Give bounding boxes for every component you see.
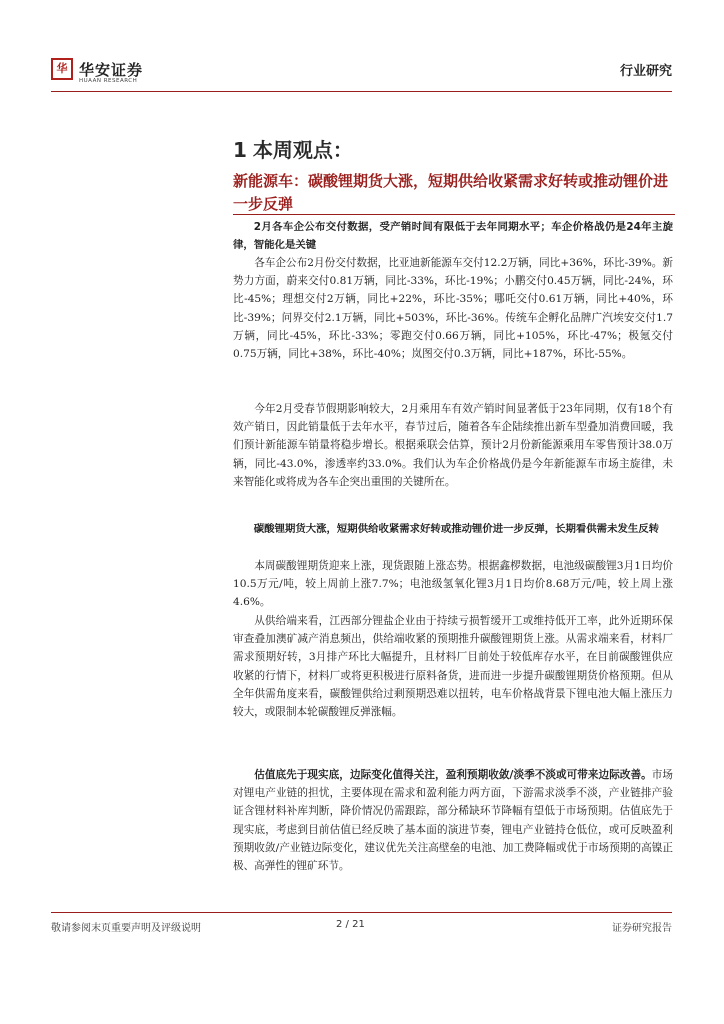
- section-title: 本周观点：: [252, 138, 353, 162]
- paragraph-market-outlook: 今年2月受春节假期影响较大，2月乘用车有效产销时间显著低于23年同期，仅有18个有效产销日，因此销量低于去年水平，春节过后，随着各车企陆续推出新车型叠加消费回暖，我们预计新能源车销量将稳步增长。根据乘联会估算，预计2月份新能源乘用车零售预计38.0万辆，同比-43.0%，渗透率约33.0%。我们认为车企价格战仍是今年新能源车市场主旋律，未来智能化或将成为各车企突出重围的关键所在。: [233, 403, 673, 488]
- paragraph-highlight-1: 2月各车企公布交付数据，受产销时间有限低于去年同期水平；车企价格战仍是24年主旋律，智能化是关键: [233, 221, 673, 252]
- logo-mark-icon: 华: [51, 58, 73, 80]
- subsection-heading: 新能源车：碳酸锂期货大涨，短期供给收紧需求好转或推动锂价进一步反弹: [233, 172, 669, 213]
- paragraph-supply-demand: 从供给端来看，江西部分锂盐企业由于持续亏损暂缓开工或维持低开工率，此外近期环保审查叠加澳矿减产消息频出，供给端收紧的预期推升碳酸锂期货上涨。从需求端来看，材料厂需求预期好转，3月排产环比大幅提升，且材料厂目前处于较低库存水平，在目前碳酸锂供应收紧的行情下，材料厂或将更积极进行原料备货，进而进一步提升碳酸锂期货价格预期。但从全年供需角度来看，碳酸锂供给过剩预期恐难以扭转，电车价格战背景下锂电池大幅上涨压力较大，或限制本轮碳酸锂反弹涨幅。: [233, 615, 673, 719]
- header-divider: [51, 91, 672, 92]
- report-type: 证券研究报告: [612, 923, 672, 934]
- footer-divider: [51, 912, 672, 913]
- subheading-divider: [233, 214, 675, 215]
- report-section-label: 行业研究: [619, 64, 672, 79]
- section-heading: [233, 134, 353, 163]
- logo-text-en: HUAAN RESEARCH: [79, 78, 138, 84]
- company-logo: [51, 58, 161, 90]
- paragraph-highlight-2: 碳酸锂期货大涨，短期供给收紧需求好转或推动锂价进一步反弹，长期看供需未发生反转: [253, 523, 660, 535]
- paragraph-deliveries: 各车企公布2月份交付数据，比亚迪新能源车交付12.2万辆，同比+36%，环比-39%。新势力方面，蔚来交付0.81万辆，同比-33%，环比-19%；小鹏交付0.45万辆，同比-24%，环比-45%；理想交付2万辆，同比+22%，环比-35%；哪吒交付0.61万辆，同比+40%，环比-39%；问界交付2.1万辆，同比+503%，环比-36%。传统车企孵化品牌广汽埃安交付1.7万辆，同比-45%，环比-33%；零跑交付0.66万辆，同比+105%，环比-47%；极氪交付0.75万辆，同比+38%，环比-40%；岚图交付0.3万辆，同比+187%，环比-55%。: [233, 257, 673, 361]
- paragraph-valuation: [233, 766, 673, 875]
- valuation-body: 市场对锂电产业链的担忧，主要体现在需求和盈利能力两方面，下游需求淡季不淡，产业链排产验证含锂材料补库判断，降价情况仍需跟踪，部分稀缺环节降幅有望低于市场预期。估值底先于现实底，考虑到目前估值已经反映了基本面的演进节奏，锂电产业链持仓低位，或可反映盈利预期收敛/产业链边际变化，建议优先关注高壁垒的电池、加工费降幅或优于市场预期的高镍正极、高弹性的锂矿环节。: [233, 769, 673, 873]
- valuation-highlight: 估值底先于现实底，边际变化值得关注，盈利预期收敛/淡季不淡或可带来边际改善。: [254, 769, 652, 781]
- page-number: 2 / 21: [336, 919, 365, 930]
- disclaimer-note: 敬请参阅末页重要声明及评级说明: [51, 923, 201, 934]
- paragraph-lithium-price: 本周碳酸锂期货迎来上涨，现货跟随上涨态势。根据鑫椤数据，电池级碳酸锂3月1日均价10.5万元/吨，较上周前上涨7.7%；电池级氢氧化锂3月1日均价8.68万元/吨，较上周上涨4.6%。: [233, 560, 673, 609]
- section-number: 1: [233, 138, 247, 162]
- logo-text-cn: 华安证券: [79, 61, 144, 79]
